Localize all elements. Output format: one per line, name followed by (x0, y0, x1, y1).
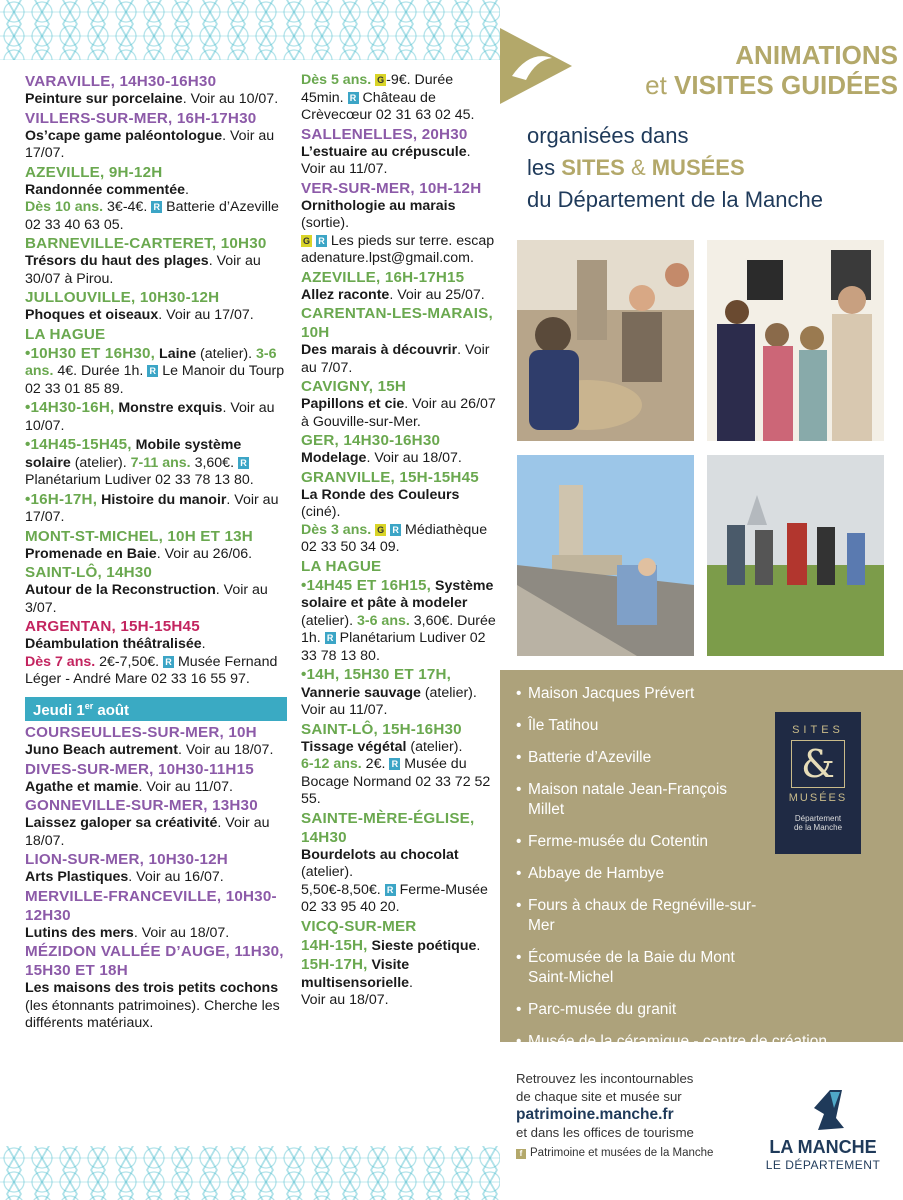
list-item: • Abbaye de Hambye (516, 864, 766, 884)
event-entry-la-hague (25, 325, 287, 527)
event-price: 3€-4€. (103, 199, 152, 215)
agenda-column-middle (301, 72, 497, 1010)
subtitle-amp: & (624, 155, 652, 180)
photo-pottery-workshop (517, 240, 694, 441)
event-entry (25, 760, 287, 797)
right-panel (500, 0, 903, 1200)
event-title: Allez raconte (301, 286, 390, 303)
event-session (25, 344, 287, 399)
fish-logo-icon (500, 28, 572, 104)
event-entry (25, 288, 287, 325)
day-header-month: août (93, 701, 130, 719)
logo-text-top: SITES (792, 724, 844, 736)
event-entry (25, 617, 287, 689)
event-time: 15H-17H, (301, 956, 368, 973)
event-title: Vannerie sauvage (301, 684, 421, 701)
event-price: 3,60€. (190, 454, 238, 471)
event-details: (les étonnants patrimoines). Cherche les différents matériaux. (25, 997, 280, 1031)
event-location: LA HAGUE (301, 557, 382, 575)
age-range: Dès 7 ans. (25, 653, 96, 670)
event-details: . Voir au 17/07. (25, 127, 275, 161)
event-time: •10H30 ET 16H30, (25, 344, 156, 362)
title-line-1: ANIMATIONS (735, 40, 898, 70)
event-location: JULLOUVILLE, 10H30-12H (25, 289, 220, 306)
event-entry (25, 850, 287, 887)
event-details: . Voir au 10/07. (182, 91, 279, 107)
event-title: Lutins des mers (25, 924, 134, 941)
subtitle (527, 120, 897, 216)
event-venue: Ferme-Musée 02 33 95 40 20. (301, 881, 488, 915)
event-session (25, 435, 287, 490)
event-entry (301, 720, 497, 809)
footer-line-2: de chaque site et musée sur (516, 1089, 682, 1104)
event-location: GER, 14H30-16H30 (301, 432, 441, 449)
list-item: • Ferme-musée du Cotentin (516, 832, 766, 852)
event-location: DIVES-SUR-MER, 10H30-11H15 (25, 760, 254, 778)
event-title: Tissage végétal (301, 738, 407, 755)
event-title: Os’cape game paléontologue (25, 127, 223, 144)
list-item: • Maison Jacques Prévert (516, 684, 766, 704)
event-title: L’estuaire au crépuscule (301, 143, 467, 160)
event-title: Bourdelots au chocolat (301, 846, 459, 863)
event-location: VER-SUR-MER, 10H-12H (301, 179, 482, 197)
logo-ampersand: & (791, 740, 845, 788)
event-details: (atelier). (301, 612, 357, 629)
event-entry (25, 234, 287, 288)
event-location: AZEVILLE, 9H-12H (25, 163, 163, 181)
event-details: . Voir au 26/07 à Gouville-sur-Mer. (301, 396, 496, 430)
event-price: 5,50€-8,50€. (301, 881, 385, 898)
footer (516, 1070, 756, 1162)
agenda-column-left (25, 72, 287, 1033)
event-title: Les maisons des trois petits cochons (25, 980, 279, 996)
event-details: . (201, 636, 206, 652)
logo-sub-2: de la Manche (793, 823, 843, 832)
subtitle-line-3: du Département de la Manche (527, 187, 823, 212)
event-location: AZEVILLE, 16H-17H15 (301, 268, 465, 286)
event-title: Laine (155, 345, 197, 362)
age-range: 7-11 ans. (130, 454, 191, 471)
event-entry (25, 109, 287, 163)
event-entry (301, 125, 497, 179)
photo-museum-visit (707, 240, 884, 441)
event-details: . Voir au 7/07. (301, 342, 490, 376)
sites-musees-logo (775, 712, 861, 854)
event-venue: Les pieds sur terre. escapadenature.lpst@gmail.com. (301, 232, 495, 266)
list-item: • Parc-musée du granit (516, 1000, 766, 1020)
list-item: • Musée de la céramique - centre de création (516, 1032, 898, 1052)
day-header (25, 697, 287, 722)
event-title: Papillons et cie (301, 396, 405, 412)
event-details: . (409, 974, 413, 991)
event-entry (25, 563, 287, 617)
event-location: VARAVILLE, 14H30-16H30 (25, 73, 217, 90)
event-entry (301, 468, 497, 557)
main-title (578, 40, 898, 100)
event-title: Agathe et mamie (25, 778, 139, 795)
event-location: COURSEULLES-SUR-MER, 10H (25, 724, 257, 741)
reservation-badge: R (316, 235, 327, 247)
event-details: . Voir au 26/06. (156, 545, 253, 562)
age-range: 6-12 ans. (301, 756, 362, 772)
event-time: •14H45 ET 16H15, (301, 576, 432, 594)
event-location: CAVIGNY, 15H (301, 378, 407, 395)
event-details: (ciné). (301, 504, 341, 520)
event-details: (atelier). Voir au 11/07. (301, 684, 477, 718)
event-entry (301, 179, 497, 268)
event-title: Histoire du manoir (97, 491, 227, 508)
event-details: (atelier). (70, 454, 131, 471)
event-entry (25, 887, 287, 943)
event-entry (301, 431, 497, 468)
event-details: (sortie). (301, 215, 350, 231)
event-location: VICQ-SUR-MER (301, 917, 417, 935)
event-location: BARNEVILLE-CARTERET, 10H30 (25, 235, 267, 252)
event-details: . (185, 181, 189, 198)
event-venue: Musée Fernand Léger - André Mare 02 33 16 55 97. (25, 653, 278, 687)
reservation-badge: R (390, 524, 401, 536)
event-title: Promenade en Baie (25, 545, 157, 562)
age-range: Dès 10 ans. (25, 199, 104, 215)
facebook-icon: f (516, 1149, 526, 1159)
reservation-badge: R (238, 457, 249, 469)
event-title: Système solaire et pâte à modeler (301, 577, 494, 611)
event-title: Juno Beach autrement (25, 742, 178, 758)
event-entry (25, 527, 287, 564)
event-entry (25, 163, 287, 235)
event-entry (301, 377, 497, 431)
event-location: VILLERS-SUR-MER, 16H-17H30 (25, 109, 257, 127)
event-details: . Voir au 18/07. (366, 450, 462, 466)
subtitle-line-2a: les (527, 155, 562, 180)
list-item: • Île Tatihou (516, 716, 766, 736)
reservation-badge: R (389, 758, 400, 770)
event-entry (301, 917, 497, 1010)
logo-text-1: LA MANCHE (769, 1137, 877, 1157)
list-item: • Batterie d’Azeville (516, 748, 766, 768)
title-line-2a: et (645, 70, 675, 100)
event-title: Mobile système solaire (25, 437, 242, 471)
event-location: MÉZIDON VALLÉE D’AUGE, 11H30, 15H30 ET 18H (25, 943, 284, 979)
la-manche-logo (758, 1088, 888, 1172)
event-details: . Voir au 18/07. (133, 924, 230, 941)
list-item: • Maison natale Jean-François Millet (516, 780, 766, 820)
group-badge: G (302, 235, 310, 246)
event-location: SAINT-LÔ, 15H-16H30 (301, 720, 462, 738)
event-venue: Château de Crèvecœur 02 31 63 02 45. (301, 89, 475, 123)
event-details: (atelier). (301, 864, 354, 880)
event-title: Phoques et oiseaux (25, 307, 159, 323)
event-location: LA HAGUE (25, 325, 106, 343)
website-link[interactable]: patrimoine.manche.fr (516, 1106, 674, 1123)
age-range: 3-6 ans. (25, 345, 277, 379)
photo-bay-walk (707, 455, 884, 656)
event-venue: Médiathèque 02 33 50 34 09. (301, 521, 488, 555)
reservation-badge: R (151, 201, 162, 213)
event-time: •14H30-16H, (25, 399, 115, 416)
sites-band (500, 670, 903, 1050)
list-item: • Fours à chaux de Regnéville-sur-Mer (516, 896, 766, 936)
event-location: GONNEVILLE-SUR-MER, 13H30 (25, 797, 258, 814)
logo-sub-1: Département (794, 814, 842, 823)
event-time: •14H45-15H45, (25, 436, 132, 453)
event-entry (25, 942, 287, 1033)
event-details: (atelier). (406, 738, 463, 755)
event-details: . Voir au 17/07. (25, 491, 279, 525)
reservation-badge: R (385, 884, 396, 896)
event-title: Ornithologie au marais (301, 197, 456, 214)
event-details: . Voir au 16/07. (128, 869, 224, 885)
event-title: Monstre exquis (114, 400, 223, 416)
event-details: . Voir au 11/07. (301, 143, 471, 177)
event-details: . Voir au 11/07. (138, 778, 233, 795)
event-price: 2€-7,50€. (95, 653, 164, 670)
event-location: ARGENTAN, 15H-15H45 (25, 618, 200, 635)
reservation-badge: R (147, 365, 158, 377)
event-price: -9€. Durée 45min. (301, 72, 454, 106)
manche-shape-icon (800, 1088, 846, 1132)
event-entry (301, 304, 497, 377)
event-session (301, 665, 497, 720)
event-title: Arts Plastiques (25, 869, 129, 885)
event-title: Peinture sur porcelaine (25, 91, 183, 107)
event-location: LION-SUR-MER, 10H30-12H (25, 851, 228, 868)
event-details: . Voir au 30/07 à Pirou. (25, 253, 261, 287)
event-session (25, 398, 287, 435)
day-header-sup: er (84, 700, 94, 711)
event-entry (25, 796, 287, 850)
event-details: . Voir au 3/07. (25, 582, 268, 616)
event-price: 3,60€. Durée 1h. (301, 612, 496, 646)
event-venue: Le Manoir du Tourp 02 33 01 85 89. (25, 363, 285, 397)
list-item: • Écomusée de la Baie du Mont Saint-Michel (516, 948, 766, 988)
event-entry (301, 268, 497, 305)
age-range: Dès 3 ans. (301, 521, 372, 538)
decorative-pattern-top (0, 0, 500, 60)
event-details: . Voir au 18/07. (177, 742, 274, 758)
age-range: Dès 5 ans. (301, 72, 372, 88)
event-session (301, 576, 497, 666)
event-title: Visite multisensorielle (301, 957, 410, 991)
event-venue: Planétarium Ludiver 02 33 78 13 80. (301, 630, 486, 664)
event-title: Des marais à découvrir (301, 342, 458, 358)
event-details: . Voir au 17/07. (158, 307, 254, 323)
event-entry-la-hague (301, 557, 497, 720)
group-badge: G (377, 524, 385, 535)
age-range: 3-6 ans. (356, 612, 410, 629)
event-details: . Voir au 18/07. (25, 815, 270, 849)
photo-tatihou-tower (517, 455, 694, 656)
event-details: (atelier). (200, 345, 257, 362)
decorative-pattern-bottom (0, 1146, 500, 1200)
event-location: SAINTE-MÈRE-ÉGLISE, 14H30 (301, 809, 475, 846)
event-entry (25, 723, 287, 760)
event-venue: Musée du Bocage Normand 02 33 72 52 55. (301, 756, 491, 807)
event-title: Sieste poétique (367, 937, 477, 954)
title-line-2b: VISITES GUIDÉES (674, 70, 898, 100)
reservation-badge: R (348, 92, 359, 104)
footer-line-3: et dans les offices de tourisme (516, 1125, 694, 1140)
event-location: MERVILLE-FRANCEVILLE, 10H30-12H30 (25, 887, 277, 924)
event-title: Randonnée commentée (25, 181, 186, 198)
event-location: SALLENELLES, 20H30 (301, 125, 468, 143)
event-venue: Batterie d’Azeville 02 33 40 63 05. (25, 199, 279, 233)
reservation-badge: R (163, 656, 174, 668)
footer-line-1: Retrouvez les incontournables (516, 1071, 694, 1086)
event-location: SAINT-LÔ, 14H30 (25, 564, 153, 581)
event-price: 4€. Durée 1h. (53, 363, 148, 379)
event-details: . Voir au 10/07. (25, 400, 275, 434)
event-details: . (476, 937, 481, 954)
event-title: Modelage (301, 450, 367, 466)
event-time: 14H-15H, (301, 936, 368, 954)
event-location: CARENTAN-LES-MARAIS, 10H (301, 305, 493, 341)
subtitle-line-1: organisées dans (527, 123, 689, 148)
event-location: GRANVILLE, 15H-15H45 (301, 468, 479, 486)
subtitle-musees: MUSÉES (651, 155, 745, 180)
event-entry (25, 72, 287, 109)
event-price: 2€. (361, 756, 390, 772)
event-title: Trésors du haut des plages (25, 253, 209, 269)
event-title: Autour de la Reconstruction (25, 582, 216, 598)
event-time: •14H, 15H30 ET 17H, (301, 666, 452, 683)
event-entry (301, 809, 497, 917)
event-title: Laissez galoper sa créativité (25, 815, 218, 831)
event-venue: Planétarium Ludiver 02 33 78 13 80. (25, 472, 254, 488)
event-session (25, 490, 287, 527)
day-header-text: Jeudi 1 (33, 701, 85, 719)
event-continuation (301, 72, 497, 125)
event-details: . Voir au 25/07. (389, 286, 485, 303)
subtitle-sites: SITES (561, 155, 625, 180)
event-details: Voir au 18/07. (301, 992, 389, 1008)
group-badge: G (377, 75, 385, 85)
logo-text-bottom: MUSÉES (788, 792, 848, 804)
event-title: La Ronde des Couleurs (301, 486, 460, 503)
facebook-page-link[interactable]: Patrimoine et musées de la Manche (530, 1147, 714, 1159)
event-title: Déambulation théâtralisée (25, 636, 202, 652)
event-location: MONT-ST-MICHEL, 10H ET 13H (25, 527, 253, 545)
reservation-badge: R (325, 632, 336, 644)
logo-text-2: LE DÉPARTEMENT (765, 1158, 881, 1172)
event-time: •16H-17H, (25, 490, 98, 508)
